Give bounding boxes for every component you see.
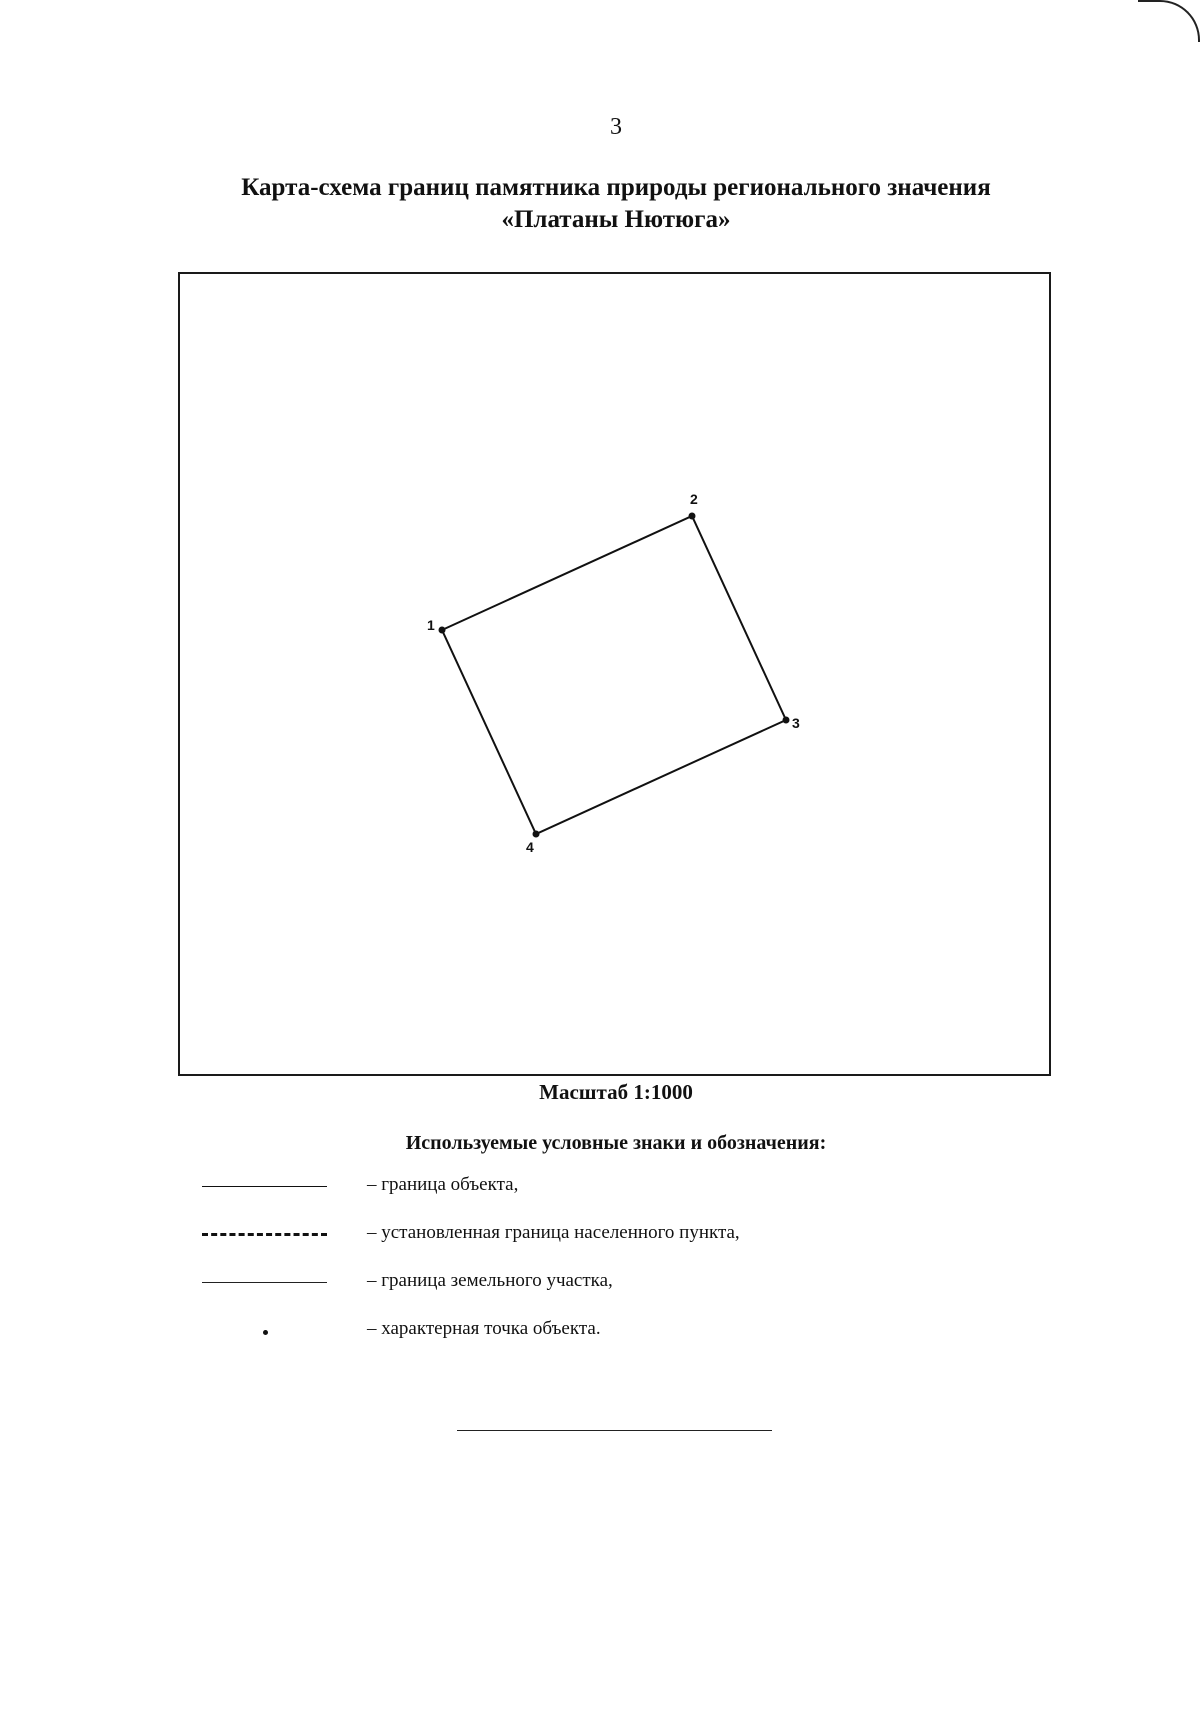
scan-page-edge — [1138, 0, 1200, 42]
object-boundary — [442, 516, 786, 834]
point-label-3: 3 — [792, 715, 800, 731]
legend-item-object-boundary — [0, 1170, 1200, 1200]
point-symbol — [202, 1326, 327, 1334]
legend-item-text: – характерная точка объекта. — [367, 1318, 601, 1339]
boundary-point-2 — [689, 513, 696, 520]
solid-line-symbol — [202, 1182, 327, 1190]
legend-item-text: – установленная граница населенного пункта, — [367, 1222, 740, 1243]
boundary-point-4 — [533, 831, 540, 838]
map-frame — [178, 272, 1051, 1076]
dash-dot-line-symbol — [202, 1230, 327, 1238]
point-label-2: 2 — [690, 491, 698, 507]
legend-item-characteristic-point — [0, 1314, 1200, 1344]
thin-line-symbol — [202, 1278, 327, 1286]
legend-item-settlement-boundary — [0, 1218, 1200, 1248]
page-number: 3 — [610, 114, 622, 140]
page-title — [0, 172, 1200, 236]
boundary-point-3 — [783, 717, 790, 724]
legend-item-text: – граница земельного участка, — [367, 1270, 613, 1291]
map-scale: Масштаб 1:1000 — [539, 1080, 693, 1104]
legend-item-text: – граница объекта, — [367, 1174, 519, 1195]
point-label-4: 4 — [526, 839, 534, 855]
legend-item-land-plot-boundary — [0, 1266, 1200, 1296]
boundary-map — [180, 274, 1049, 1074]
point-label-1: 1 — [427, 617, 435, 633]
title-line-2: «Платаны Нютюга» — [501, 206, 731, 233]
legend-title: Используемые условные знаки и обозначения: — [405, 1132, 827, 1154]
closing-rule — [457, 1430, 772, 1431]
boundary-point-1 — [439, 627, 446, 634]
title-line-1: Карта-схема границ памятника природы регионального значения — [241, 174, 991, 201]
